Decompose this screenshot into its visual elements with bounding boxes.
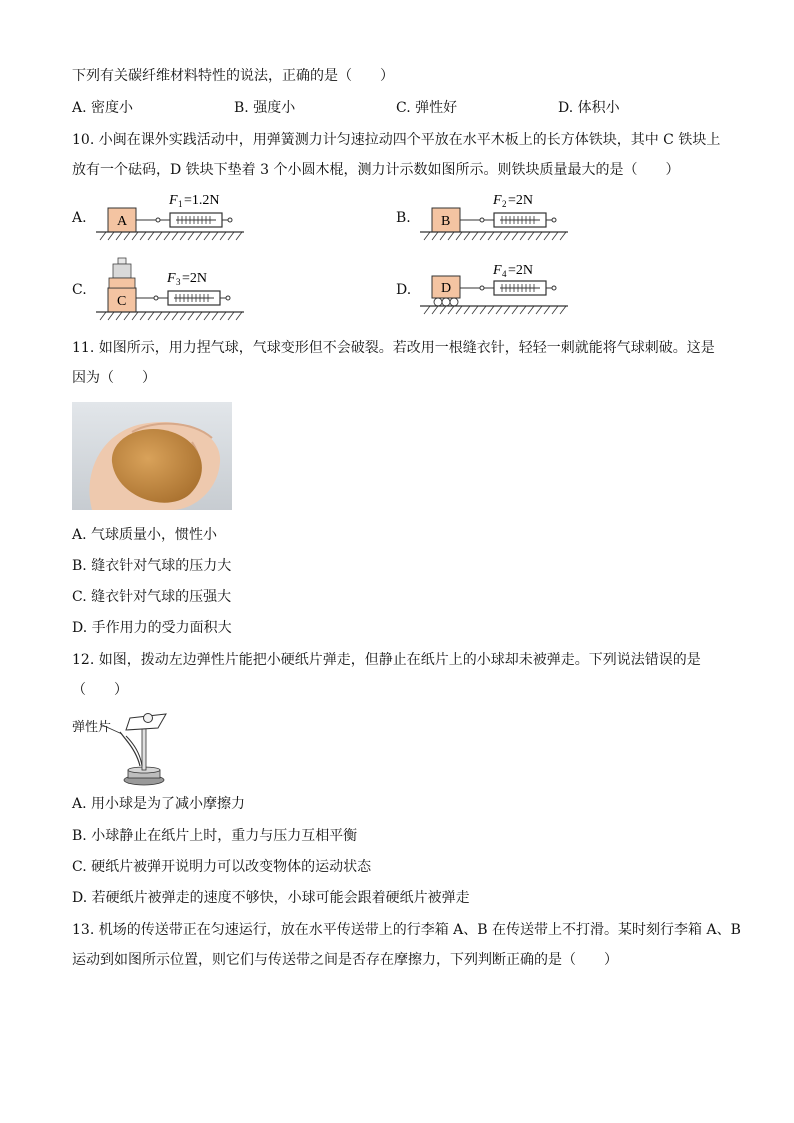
q10-figure-b	[416, 186, 576, 244]
force-subscript: 3	[176, 277, 181, 287]
q12-option-b[interactable]: B. 小球静止在纸片上时，重力与压力互相平衡	[72, 828, 358, 844]
ball	[144, 714, 153, 723]
q11-balloon-photo	[72, 402, 232, 510]
elastic-strip	[120, 732, 140, 766]
q10-stem-line1: 10. 小闽在课外实践活动中，用弹簧测力计匀速拉动四个平放在水平木板上的长方体铁块，其中 C 铁块上	[72, 132, 721, 148]
force-value: =2N	[508, 193, 534, 208]
block-letter: C	[117, 294, 127, 309]
q9-option-b[interactable]: B. 强度小	[234, 100, 296, 116]
q11-option-b[interactable]: B. 缝衣针对气球的压力大	[72, 558, 232, 574]
q10-choice-d-label[interactable]: D.	[396, 282, 412, 298]
block-letter: B	[441, 214, 451, 229]
q9-option-d[interactable]: D. 体积小	[558, 100, 620, 116]
force-subscript: 4	[502, 269, 507, 279]
q9-option-c[interactable]: C. 弹性好	[396, 100, 458, 116]
weight-knob	[118, 258, 126, 264]
q11-option-c[interactable]: C. 缝衣针对气球的压强大	[72, 589, 232, 605]
roller	[442, 298, 450, 306]
q10-figure-d	[416, 256, 576, 320]
stand-post	[142, 728, 146, 770]
q10-figure-c	[92, 254, 252, 324]
q12-option-d[interactable]: D. 若硬纸片被弹走的速度不够快，小球可能会跟着硬纸片被弹走	[72, 890, 470, 906]
block-letter: A	[117, 214, 128, 229]
force-subscript: 1	[178, 199, 183, 209]
q9-stem: 下列有关碳纤维材料特性的说法，正确的是（ ）	[72, 68, 394, 84]
q12-stem-line2: （ ）	[72, 682, 128, 698]
q12-option-a[interactable]: A. 用小球是为了减小摩擦力	[72, 796, 246, 812]
q10-choice-c-label[interactable]: C.	[72, 282, 87, 298]
force-symbol: F	[167, 271, 176, 286]
force-value: =2N	[508, 263, 534, 278]
q12-stem-line1: 12. 如图，拨动左边弹性片能把小硬纸片弹走，但静止在纸片上的小球却未被弹走。下列说法错误的是	[72, 652, 701, 668]
force-value: =1.2N	[184, 193, 220, 208]
weight	[113, 264, 131, 278]
q12-option-c[interactable]: C. 硬纸片被弹开说明力可以改变物体的运动状态	[72, 859, 372, 875]
q11-option-d[interactable]: D. 手作用力的受力面积大	[72, 620, 232, 636]
force-symbol: F	[493, 193, 502, 208]
force-symbol: F	[169, 193, 178, 208]
q10-figure-a	[92, 186, 252, 244]
q10-choice-b-label[interactable]: B.	[396, 210, 411, 226]
block-letter: D	[441, 281, 452, 296]
q13-stem-line2: 运动到如图所示位置，则它们与传送带之间是否存在摩擦力，下列判断正确的是（ ）	[72, 952, 618, 968]
q11-stem-line2: 因为（ ）	[72, 370, 156, 386]
q10-stem-line2: 放有一个砝码，D 铁块下垫着 3 个小圆木棍，测力计示数如图所示。则铁块质量最大的是（ ）	[72, 162, 680, 178]
force-value: =2N	[182, 271, 208, 286]
q12-figure	[100, 706, 180, 788]
q11-stem-line1: 11. 如图所示，用力捏气球，气球变形但不会破裂。若改用一根缝衣针，轻轻一刺就能将气球刺破。这是	[72, 340, 715, 356]
roller	[434, 298, 442, 306]
force-symbol: F	[493, 263, 502, 278]
q12-figure-label: 弹性片	[72, 720, 112, 735]
force-subscript: 2	[502, 199, 507, 209]
q9-option-a[interactable]: A. 密度小	[72, 100, 134, 116]
q11-option-a[interactable]: A. 气球质量小，惯性小	[72, 527, 218, 543]
roller	[450, 298, 458, 306]
q10-choice-a-label[interactable]: A.	[72, 210, 87, 226]
q13-stem-line1: 13. 机场的传送带正在匀速运行，放在水平传送带上的行李箱 A、B 在传送带上不打滑。某时刻行李箱 A、B	[72, 922, 741, 938]
